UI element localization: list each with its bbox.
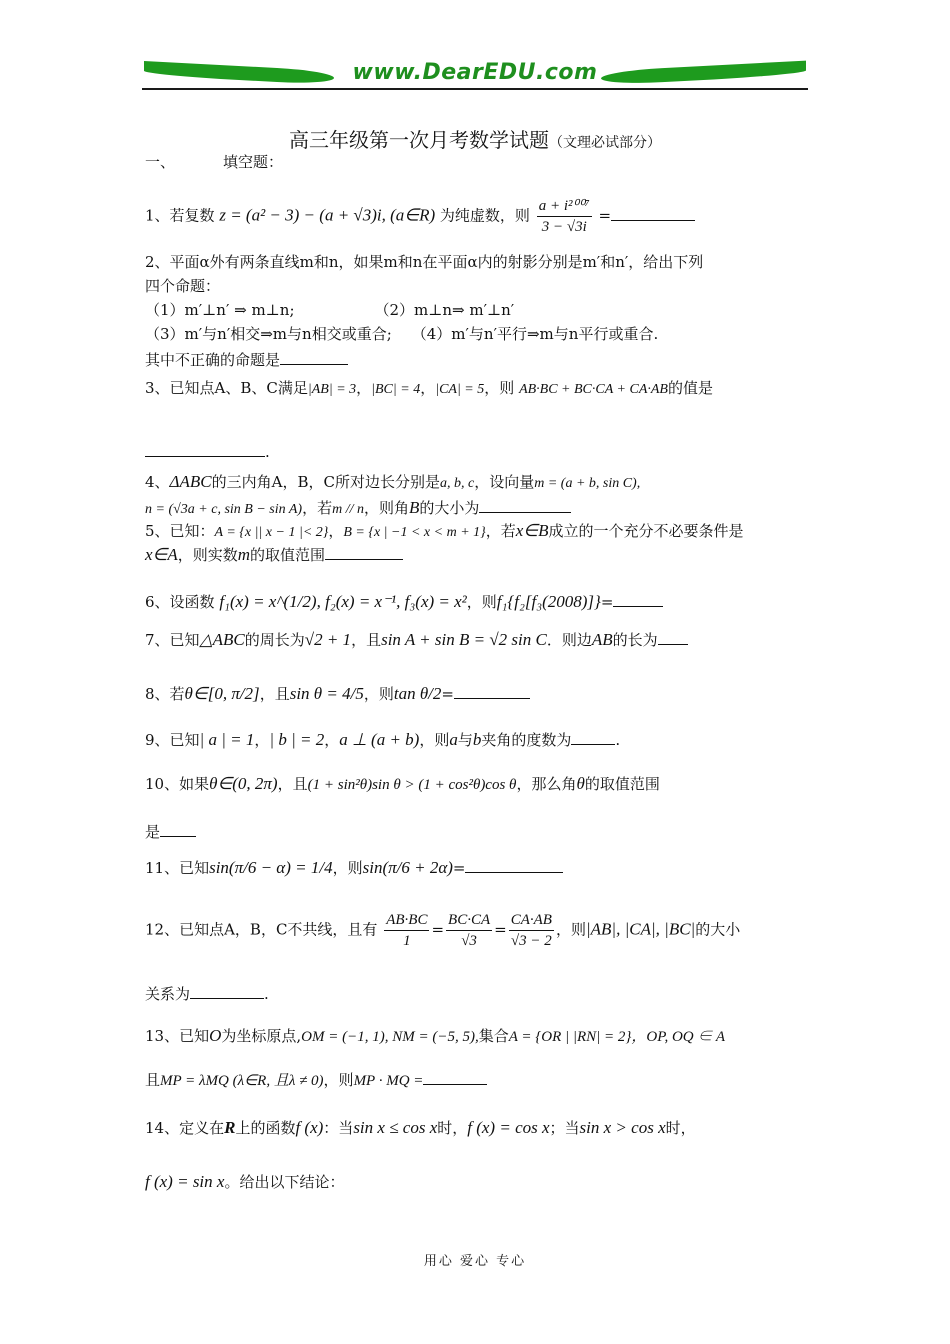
question-6: 6、设函数 f₁(x) = x^(1/2), f₂(x) = x⁻¹, f₃(x) = x²，则f₁{f₂[f₃(2008)]}=: [145, 592, 663, 612]
question-4-line2: n = (√3a + c, sin B − sin A)，若m // n，则角B的大小为: [145, 498, 571, 520]
question-2-line1: 2、平面α外有两条直线m和n，如果m和n在平面α内的射影分别是m′和n′，给出下列: [145, 253, 704, 271]
question-3-answer: .: [145, 442, 270, 462]
question-4-line1: 4、ΔABC的三内角A，B，C所对边长分别是a, b, c，设向量m = (a + b, sin C),: [145, 472, 641, 491]
question-8: 8、若θ∈[0, π/2]，且sin θ = 4/5，则tan θ/2=: [145, 684, 530, 704]
section-heading: 一、 填空题：: [145, 153, 284, 171]
site-name: www.DearEDU.com: [352, 60, 598, 85]
header-rule: [142, 88, 808, 90]
answer-blank[interactable]: [571, 730, 615, 745]
title-sub: （文理必试部分）: [549, 135, 661, 151]
answer-blank[interactable]: [611, 206, 695, 221]
question-2-line2: 四个命题：: [145, 277, 221, 295]
left-leaf-decoration: [144, 61, 334, 85]
answer-blank[interactable]: [325, 545, 403, 560]
answer-blank[interactable]: [454, 684, 530, 699]
question-14-line2: f (x) = sin x。给出以下结论：: [145, 1172, 345, 1191]
question-10-line2: 是: [145, 822, 196, 842]
question-12-line2: 关系为 .: [145, 985, 269, 1003]
answer-blank[interactable]: [465, 858, 563, 873]
question-5-line1: 5、已知：A = {x || x − 1 |< 2}，B = {x | −1 < x < m + 1}，若x∈B成立的一个充分不必要条件是: [145, 521, 744, 540]
question-2-props-b: （3）m′与n′相交⇒m与n相交或重合; （4）m′与n′平行⇒m与n平行或重合.: [145, 325, 659, 343]
question-1: 1、若复数 z = (a² − 3) − (a + √3)i, (a∈R) 为纯虚数，则 $\frac{\text{a + i²⁰⁰⁷}}{3 - √3i}$ =: [145, 196, 695, 237]
page-footer: 用心 爱心 专心: [423, 1254, 527, 1269]
question-2-ask: 其中不正确的命题是: [145, 350, 348, 370]
question-14: 14、定义在R上的函数f (x)：当sin x ≤ cos x时，f (x) = cos x；当sin x > cos x时，: [145, 1118, 696, 1137]
page-title: [0, 124, 950, 153]
question-13-line2: 且MP = λMQ (λ∈R, 且λ ≠ 0)，则MP · MQ =: [145, 1070, 487, 1091]
question-12: 12、已知点A，B，C不共线，且有 $\frac{AB\cdot BC}{1}$ = $\frac{BC\cdot CA}{√3}$ = $\frac{CA\cdot AB}{√3 - 2}$ ，则|AB|, |CA|, |BC|的大小: [145, 912, 741, 949]
question-7: 7、已知△ABC的周长为√2 + 1，且sin A + sin B = √2 sin C．则边AB的长为: [145, 630, 688, 650]
title-main: 高三年级第一次月考数学试题: [289, 128, 549, 152]
question-11: 11、已知sin(π/6 − α) = 1/4，则sin(π/6 + 2α)=: [145, 858, 563, 878]
answer-blank[interactable]: [479, 498, 571, 513]
question-2-props-a: （1）m′⊥n′ ⇒ m⊥n; （2）m⊥n⇒ m′⊥n′: [145, 301, 515, 319]
answer-blank[interactable]: [190, 984, 264, 999]
answer-blank[interactable]: [280, 350, 348, 365]
answer-blank[interactable]: [658, 630, 688, 645]
question-9: 9、已知| a | = 1，| b | = 2，a ⊥ (a + b)，则a与b夹角的度数为 .: [145, 730, 621, 749]
question-13: 13、已知O为坐标原点,OM = (−1, 1), NM = (−5, 5),集合A = {OR | |RN| = 2}，OP, OQ ∈ A: [145, 1026, 726, 1045]
answer-blank[interactable]: [145, 442, 265, 457]
question-5-line2: x∈A，则实数m的取值范围: [145, 545, 403, 565]
answer-blank[interactable]: [423, 1070, 487, 1085]
answer-blank[interactable]: [613, 592, 663, 607]
site-banner: [140, 60, 810, 92]
right-leaf-decoration: [601, 61, 806, 86]
question-10: 10、如果θ∈(0, 2π)，且(1 + sin²θ)sin θ > (1 + cos²θ)cos θ，那么角θ的取值范围: [145, 774, 660, 793]
question-3: 3、已知点A、B、C满足|AB| = 3，|BC| = 4，|CA| = 5，则 AB·BC + BC·CA + CA·AB的值是: [145, 379, 713, 397]
answer-blank[interactable]: [160, 822, 196, 837]
